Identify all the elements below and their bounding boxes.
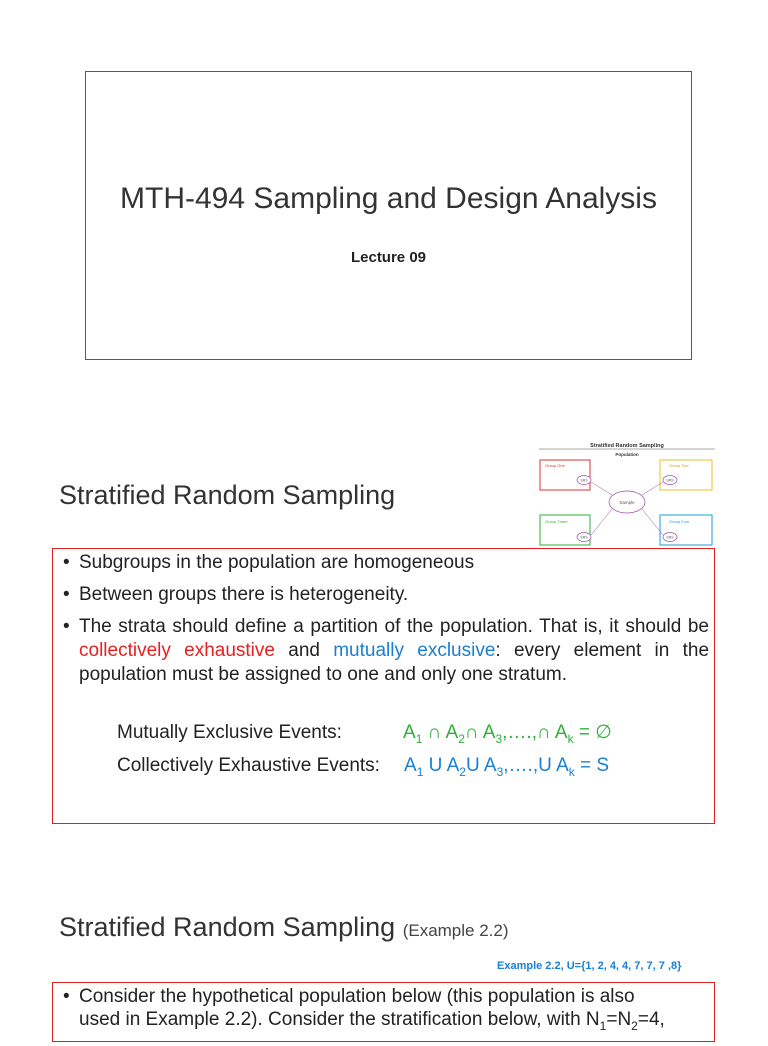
example-population-reference: Example 2.2, U={1, 2, 4, 4, 7, 7, 7 ,8}: [497, 960, 682, 972]
collectively-exhaustive-term: collectively exhaustive: [79, 640, 275, 661]
bullet-hypothetical-population: • Consider the hypothetical population below (this population is also used in Example 2.2). Consider the stratification below, with $N_1=N_2=4$,: [63, 986, 665, 1033]
example-bullet-list: [59, 985, 709, 1046]
course-title: MTH-494 Sampling and Design Analysis: [120, 182, 657, 215]
mutually-exclusive-formula: $A_1$ ∩ $A_2\cap$ $A_3,\dots.,\cap$ $A_k$ = ∅: [403, 722, 612, 746]
sample-label: Sample: [619, 500, 635, 505]
mutually-exclusive-label: Mutually Exclusive Events:: [117, 722, 342, 743]
srs-label-3: SRS: [580, 535, 588, 540]
example-box: [52, 982, 715, 1042]
bullet-homogeneous: • Subgroups in the population are homogeneous: [63, 552, 475, 573]
bullet-heterogeneity: • Between groups there is heterogeneity.: [63, 584, 409, 605]
title-slide-frame: [85, 71, 692, 360]
diagram-population: Population: [615, 452, 639, 457]
srs-label-1: SRS: [580, 478, 588, 483]
collectively-exhaustive-row: [117, 754, 610, 779]
bullet-list: [59, 551, 709, 695]
bullet-partition: • The strata should define a partition of the population. That is, it should be collectively exhaustive and mutually exclusive: every element in the population must be assigned to one and only one stratum.: [63, 616, 710, 685]
stratified-sampling-diagram: [537, 440, 717, 550]
group-two-label: Group Two: [669, 463, 689, 468]
slide2-title: Stratified Random Sampling: [59, 480, 396, 510]
srs-label-2: SRS: [666, 478, 674, 483]
collectively-exhaustive-formula: $A_1$ U $A_2U$ $A_3,\dots.,U$ $A_k = S$: [404, 755, 610, 779]
slide3-title: Stratified Random Sampling (Example 2.2): [59, 912, 509, 942]
diagram-title: Stratified Random Sampling: [590, 443, 664, 449]
mutually-exclusive-term: mutually exclusive: [333, 640, 496, 661]
group-four-label: Group Four: [669, 519, 690, 524]
srs-label-4: SRS: [666, 535, 674, 540]
group-one-label: Group One: [545, 463, 565, 468]
mutually-exclusive-row: [117, 721, 612, 746]
collectively-exhaustive-label: Collectively Exhaustive Events:: [117, 755, 380, 776]
group-three-label: Group Three: [545, 519, 568, 524]
definition-box: [52, 548, 715, 824]
lecture-number: Lecture 09: [350, 249, 427, 266]
slide3-title-sub: (Example 2.2): [402, 921, 509, 940]
